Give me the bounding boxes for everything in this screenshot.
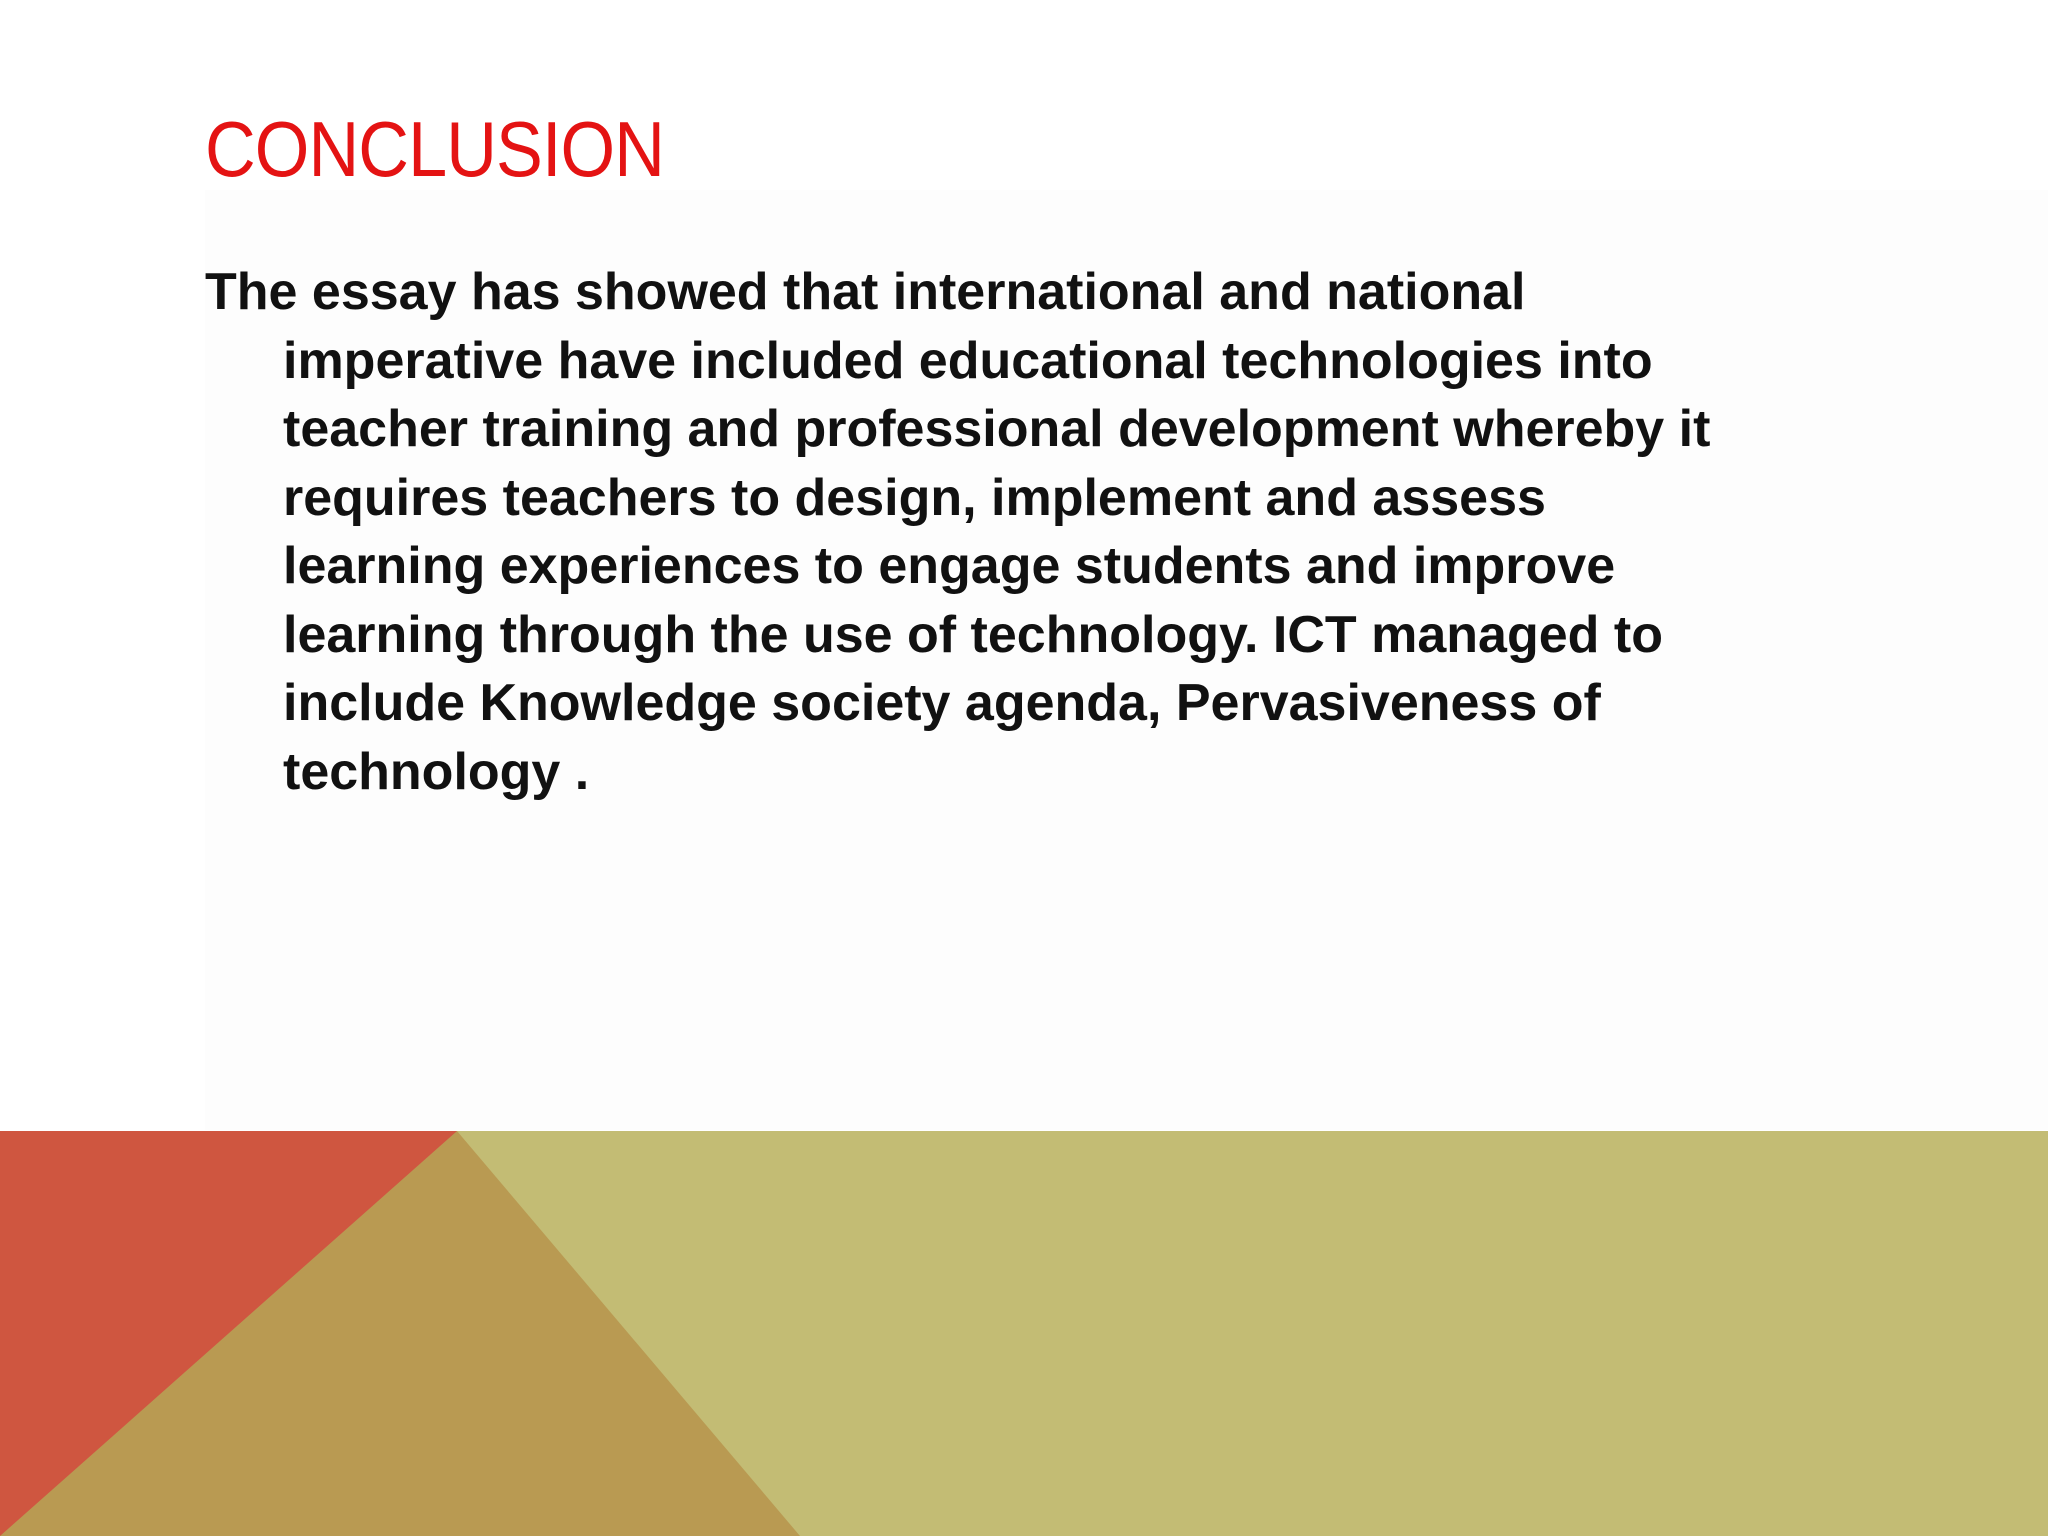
- slide-body-text: The essay has showed that international and national imperative have included educational technologies into teacher training and professional development whereby it requires teachers to design, implement and assess learning experiences to engage students and improve learning through the use of technology. ICT managed to include Knowledge society agenda, Pervasiveness of technology .: [205, 263, 1711, 801]
- decorative-footer-band: [0, 1131, 2048, 1536]
- slide-title: CONCLUSION: [205, 105, 665, 193]
